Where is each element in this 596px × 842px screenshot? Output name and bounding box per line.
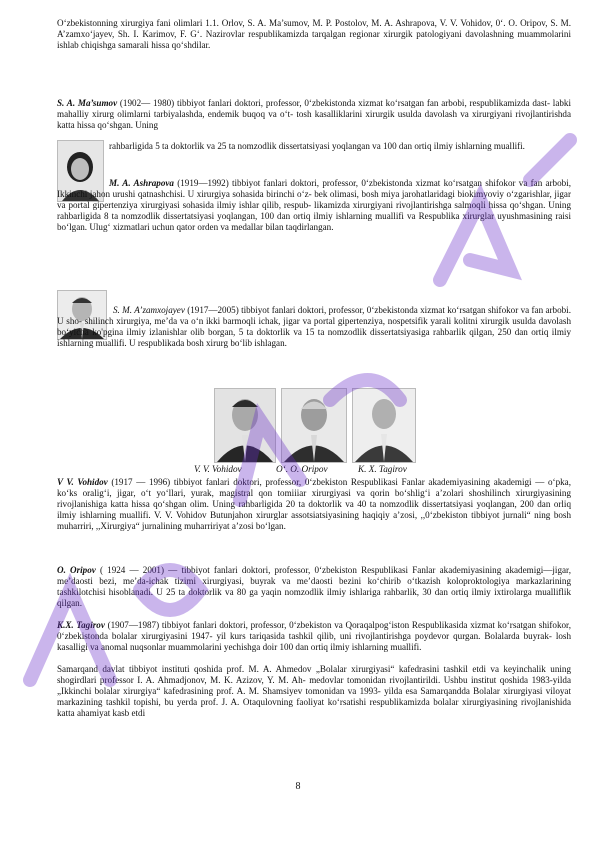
azamxojayev-block (57, 305, 571, 349)
intro-paragraph: O‘zbekistonning xirurgiya fani olimlari 1.1. Orlov, S. A. Ma’sumov, M. P. Postolov, M. A. Ashrapova, V. V. Vohidov, 0‘. O. Oripov, S. M. A’zamxo‘jayev, Sh. I. Karimov, F. G‘. Nazirovlar respublikamizda tarqalgan regionar xirurgik patologiyani davolashning muammolarini ishlab chiqishga samarali hissa qo‘shdilar. (57, 18, 571, 50)
masumov-cont-block (57, 141, 571, 152)
azamxojayev-text: (1917—2005) tibbiyot fanlari doktori, professor, 0‘zbekistonda xizmat ko‘rsatgan shifokor va fan arbobi. U sho- shilinch xirurgiya, me’da va o‘n ikki barmoqli ichak, jigar va portal gipertenziya, nospetsifik yarali kolitni xirurgik usulda davolash bo‘yicha ko'pgina ilmiy izlanishlar olib borgan, 5 ta doktorlik va 15 ta nomzodlik dissertatsiyasiga rahbarlik qilgan, 250 dan ortiq ilmiy ishlarning muallifi. U respublikada bosh xirurg bo‘lib ishlagan. (57, 305, 571, 348)
masumov-continuation: rahbarligida 5 ta doktorlik va 25 ta nomzodlik dissertatsiyasi yoqlangan va 100 dan ortiq ilmiy ishlarning muallifi. (109, 141, 525, 151)
oripov-name: O. Oripov (57, 565, 96, 575)
vohidov-text: (1917 — 1996) tibbiyot fanlari doktori, professor, 0‘zbekiston Respublikasi Fanlar akademiyasining akademigi — o‘pka, ko‘ks oralig‘i, jigar, o‘t yo‘llari, yurak, magistral qon tomiiiar xirurgiyasi va qorin bo‘shlig‘i a’zolari shoshilinch xirurgiyasining rivojlanishiga katta hissa qo‘shgan olim. Uning rahbarligida 20 ta doktorlik va 40 ta nomzodlik dissertatsiyasi yoqlangan, 200 dan orliq ilmiy ishlarning muallifi. V. V. Vohidov Butunjahon xirurglar assotsiatsiyasining haqiqiy a’zosi, ,,0‘zbekiston tibbiyot jurnali“ ning bosh muharriri, ,,Xirurgiya“ jurnalining muharririyat a’zosi bo‘lgan. (57, 477, 571, 531)
tagirov-photo (352, 388, 416, 463)
ashrapova-paragraph (57, 178, 571, 233)
caption-vohidov: V. V. Vohidov (194, 464, 242, 474)
oripov-photo (281, 388, 347, 463)
caption-tagirov: K. X. Tagirov (358, 464, 407, 474)
vohidov-photo (214, 388, 276, 463)
caption-oripov: O‘. O. Oripov (276, 464, 328, 474)
ashrapova-text: (1919—1992) tibbiyot fanlari doktori, professor, 0‘zbekistonda xizmat ko‘rsatgan shifokor va fan arbobi, Ikkinchi jahon urushi qatnashchisi. U xirurgiya sohasida birinchi o‘z- bek olimasi, bosh miya jarohatlaridagi biokimyoviy o‘zgarishlar, jigar va portal gipertenziya xirurgiyasi sohasida ilmiy ishlar qilib, respub- likamizda xirurgiyani rivojlantirishga salmoqli hissa qo‘shgan. Uning rahbarligida 8 ta nomzodlik dissertatsiyasi yoqlangan, 100 dan ortiq ilmiy ishlarning muallifi va Respublika xirurglar uyushmasining raisi bo‘lgan. Ulug‘ xizmatlari uchun qator orden va medallar bilan taqdirlangan. (57, 178, 571, 232)
vohidov-paragraph (57, 477, 571, 532)
page-number: 8 (295, 781, 301, 792)
azamxojayev-paragraph (57, 305, 571, 349)
tagirov-paragraph (57, 620, 571, 653)
masumov-text: (1902— 1980) tibbiyot fanlari doktori, professor, 0‘zbekistonda xizmat ko‘rsatgan fan arbobi, respublikamizda dast- labki mahalliy xirurg olimlarni tarbiyalashda, endemik buqoq va o‘t- tosh kasalliklarini xirurgik usulda davolash va xirurgiyani rivojlantirishda katta hissa qo‘shgan. Uning (57, 98, 571, 130)
intro-block (57, 18, 571, 51)
ashrapova-name: M. A. Ashrapova (109, 178, 174, 188)
masumov-block (57, 98, 571, 131)
samarqand-paragraph: Samarqand davlat tibbiyot instituti qoshida prof. M. A. Ahmedov „Bolalar xirurgiyasi“ kafedrasini tashkil etdi va keyinchalik uning shogirdlari professor I. A. Ahmadjonov, M. K. Azizov, Y. M. Ah- medovlar tomonidan rivojlantirildi. Ushbu institut qoshida 1983-yilda „Ikkinchi bolalar xirurgiya“ kafedrasining prof. A. M. Shamsiyev tomonidan va 1993- yilda esa Samarqandda Bolalar xirurgiyasi viloyat markazining tashkil topishi, bu yerda prof. J. A. Otaqulovning faoliyat ko‘rsatishi respublikamizda bolalar xirurgiyasining rivojlanishida katta ahamiyat kasb etdi (57, 664, 571, 718)
tagirov-block (57, 620, 571, 653)
vohidov-block (57, 477, 571, 532)
oripov-paragraph (57, 565, 571, 609)
oripov-text: ( 1924 — 2001) — tibbiyot fanlari doktori, professor, 0‘zbekiston Respublikasi Fanlar akademiyasining akademigi—jigar, me’daosti bezi, me’da-ichak tizimi xirurgiyasi, buyrak va me’daosti bezini ko‘chirib o‘tkazish koloproktologiya markazlarining tashkilotchisi hisoblanadi. U 25 ta doktorlik va 80 ga yaqin nomzodlik ilmiy ishlariga rahbarlik, 30 dan ortiq ilmiy ixtirolarga mualliflik qilgan. (57, 565, 571, 608)
masumov-paragraph (57, 98, 571, 131)
azamxojayev-name: S. M. A’zamxojayev (113, 305, 185, 315)
ashrapova-block (57, 178, 571, 233)
oripov-block (57, 565, 571, 609)
masumov-name: S. A. Ma’sumov (57, 98, 118, 108)
samarqand-block (57, 664, 571, 719)
tagirov-text: (1907—1987) tibbiyot fanlari doktori, professor, 0‘zbekiston va Qoraqalpog‘iston Respublikasida xizmat ko‘rsatgan shifokor, 0‘zbekistonda bolalar xirurgiyasini 1947- yil kurs tariqasida tashkil qilib, uni rivojlantirishga poydevor qurgan. Bolalarda buyrak- losh kasalligi va anomal nuqsonlar muammolarini yechishga doir 100 dan ortiq ilmiy ishlarning muallifi. (57, 620, 571, 652)
tagirov-name: K.X. Tagirov (57, 620, 105, 630)
vohidov-name: V V. Vohidov (57, 477, 108, 487)
